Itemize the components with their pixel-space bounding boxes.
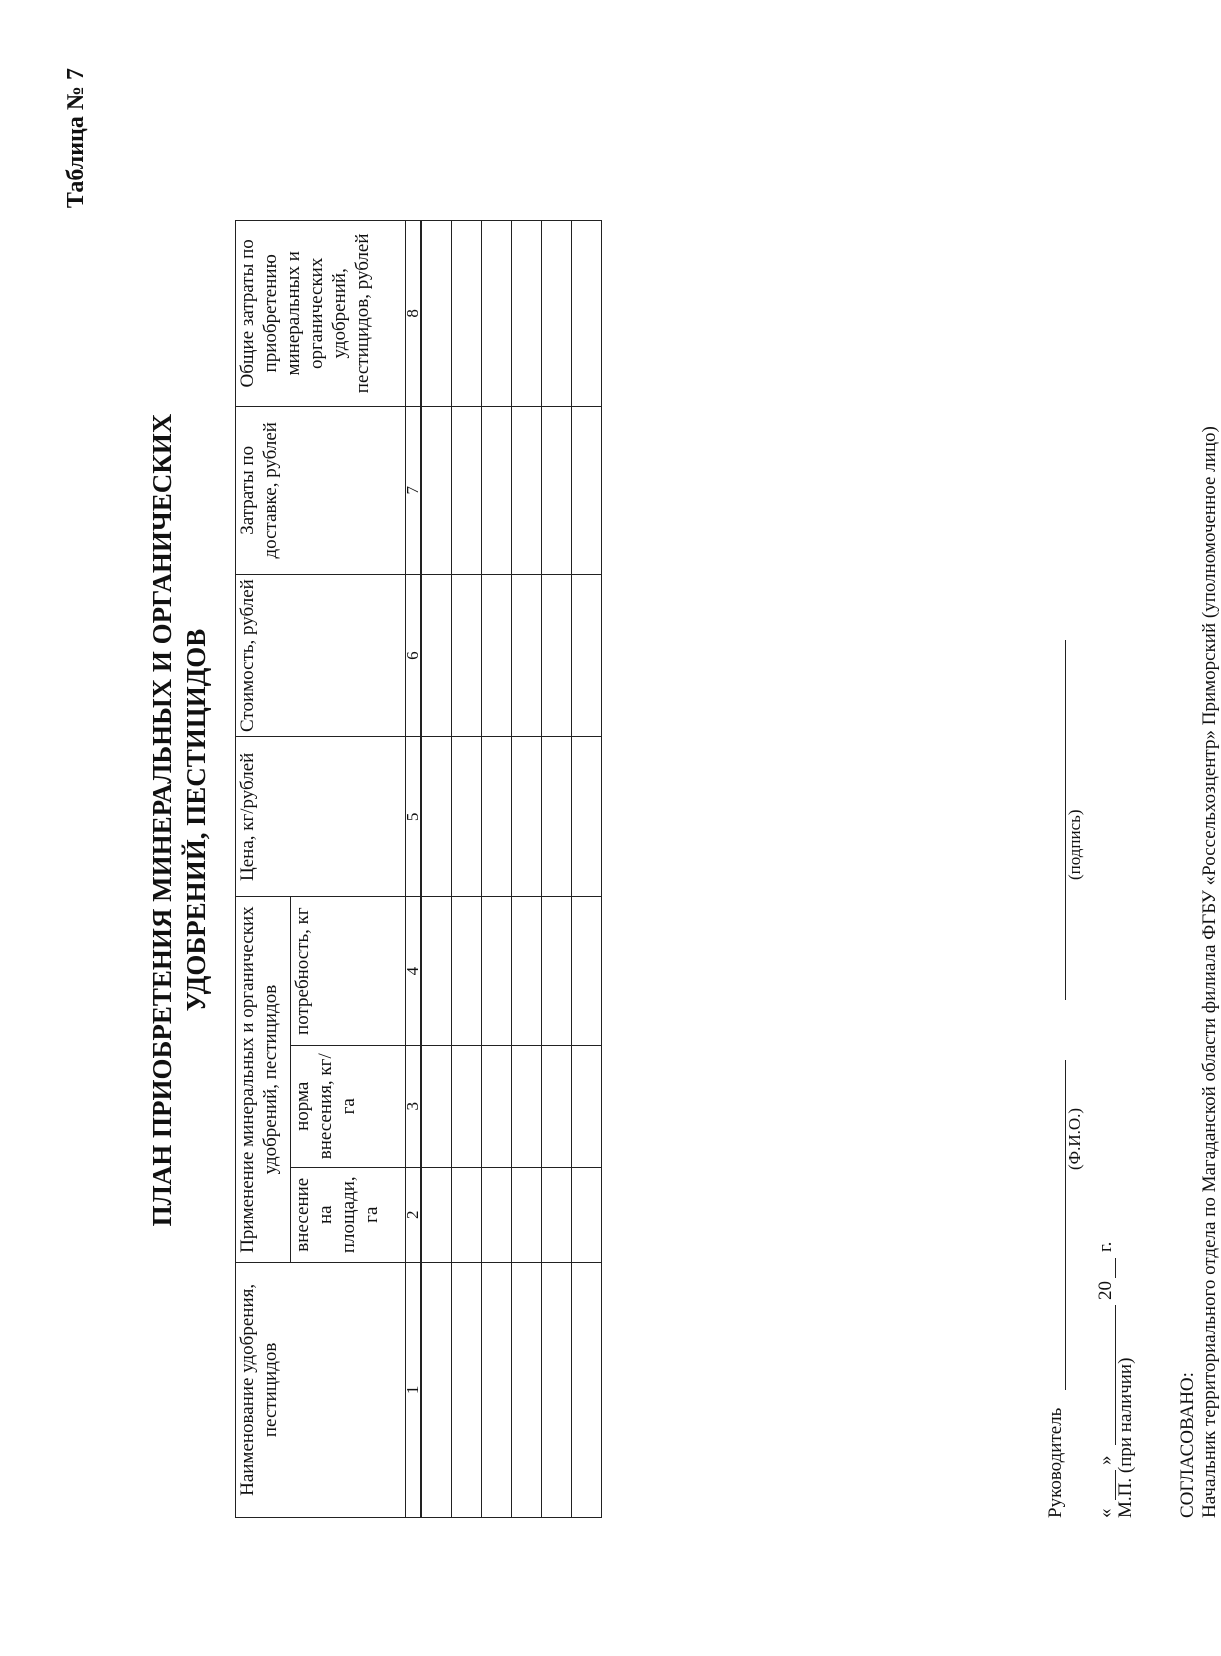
table-cell [542, 406, 572, 574]
header-rate: норма внесения, кг/га [291, 1045, 406, 1167]
table-cell [421, 221, 452, 407]
table-cell [572, 1045, 602, 1167]
table-cell [512, 897, 542, 1045]
table-row [452, 221, 482, 1518]
table-cell [542, 737, 572, 897]
header-area: внесение на площади, га [291, 1167, 406, 1262]
table-cell [512, 574, 542, 736]
date-year-prefix: 20 [1095, 1281, 1116, 1300]
approved-label: СОГЛАСОВАНО: [1177, 1372, 1198, 1518]
table-cell [421, 1262, 452, 1517]
header-need: потребность, кг [291, 897, 406, 1045]
head-fio-caption: (Ф.И.О.) [1065, 1107, 1084, 1170]
table-cell [421, 406, 452, 574]
table-cell [542, 1262, 572, 1517]
table-cell [421, 1045, 452, 1167]
table-cell [512, 737, 542, 897]
table-cell [572, 1262, 602, 1517]
table-cell [572, 574, 602, 736]
header-cost: Стоимость, рублей [236, 574, 406, 736]
column-number: 5 [406, 737, 422, 897]
table-cell [482, 1045, 512, 1167]
document-title [145, 40, 213, 1600]
table-cell [452, 1045, 482, 1167]
table-cell [421, 897, 452, 1045]
table-cell [452, 221, 482, 407]
table-cell [482, 897, 512, 1045]
column-number: 2 [406, 1167, 422, 1262]
table-cell [512, 1262, 542, 1517]
table-cell [482, 221, 512, 407]
title-line-1: ПЛАН ПРИОБРЕТЕНИЯ МИНЕРАЛЬНЫХ И ОРГАНИЧЕСКИХ [147, 413, 177, 1227]
table-cell [452, 1167, 482, 1262]
head-label: Руководитель [1045, 1407, 1066, 1518]
column-number: 4 [406, 897, 422, 1045]
date-day-line [1095, 1470, 1116, 1500]
date-close-quote: » [1095, 1455, 1116, 1465]
table-row [542, 221, 572, 1518]
table-row [482, 221, 512, 1518]
table-cell [421, 737, 452, 897]
table-row [512, 221, 542, 1518]
date-open-quote: « [1095, 1508, 1116, 1518]
table-cell [512, 406, 542, 574]
header-application-group: Применение минеральных и органических удобрений, пестицидов [236, 897, 291, 1262]
table-cell [572, 897, 602, 1045]
table-cell [482, 737, 512, 897]
table-cell [512, 1045, 542, 1167]
head-fio-line [1045, 1060, 1066, 1390]
header-name: Наименование удобрения, пестицидов [236, 1262, 406, 1517]
table-cell [572, 406, 602, 574]
column-number: 8 [406, 221, 422, 407]
head-signature-line [1045, 640, 1066, 1000]
table-cell [542, 897, 572, 1045]
table-cell [452, 897, 482, 1045]
table-cell [452, 406, 482, 574]
table-cell [482, 1167, 512, 1262]
head-signature-caption: (подпись) [1065, 809, 1084, 880]
column-number-row [406, 221, 422, 1518]
header-total: Общие затраты по приобретению минеральных и органических удобрений, пестицидов, рублей [236, 221, 406, 407]
table-row [572, 221, 602, 1518]
approver-title: Начальник территориального отдела по Магаданской области филиала ФГБУ «Россельхозцентр» Приморский (уполномоченное лицо) [1199, 426, 1220, 1518]
table-cell [512, 1167, 542, 1262]
title-line-2: УДОБРЕНИЙ, ПЕСТИЦИДОВ [181, 628, 211, 1012]
table-cell [421, 1167, 452, 1262]
column-number: 3 [406, 1045, 422, 1167]
date-year-line [1095, 1258, 1116, 1278]
column-number: 1 [406, 1262, 422, 1517]
header-delivery: Затраты по доставке, рублей [236, 406, 406, 574]
table-cell [512, 221, 542, 407]
column-number: 6 [406, 574, 422, 736]
table-cell [452, 574, 482, 736]
table-cell [482, 1262, 512, 1517]
table-number: Таблица № 7 [63, 68, 89, 209]
stamp-note: М.П. (при наличии) [1115, 1357, 1136, 1518]
purchase-plan-table [235, 220, 602, 1518]
table-cell [542, 1045, 572, 1167]
table-cell [572, 221, 602, 407]
table-row [421, 221, 452, 1518]
table-cell [572, 1167, 602, 1262]
table-cell [572, 737, 602, 897]
header-price: Цена, кг/рублей [236, 737, 406, 897]
table-cell [482, 574, 512, 736]
table-cell [542, 221, 572, 407]
date-year-suffix: г. [1095, 1241, 1116, 1252]
table-cell [452, 1262, 482, 1517]
document-page [45, 40, 1220, 1600]
table-cell [482, 406, 512, 574]
table-body [403, 221, 602, 1518]
date-month-line [1095, 1305, 1116, 1445]
table-cell [542, 1167, 572, 1262]
table-cell [452, 737, 482, 897]
table-cell [421, 574, 452, 736]
table-cell [542, 574, 572, 736]
column-number: 7 [406, 406, 422, 574]
